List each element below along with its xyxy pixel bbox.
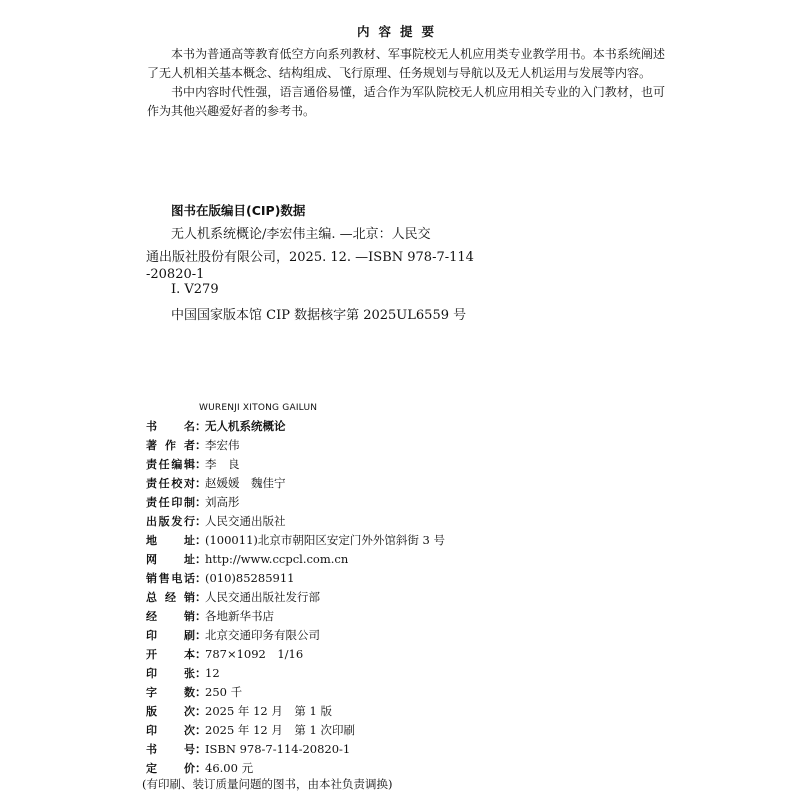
info-colon: ： bbox=[195, 570, 207, 585]
info-row-sheets bbox=[146, 663, 220, 682]
info-colon: ： bbox=[195, 532, 207, 547]
info-colon: ： bbox=[195, 475, 207, 490]
info-value: 人民交通出版社 bbox=[205, 513, 286, 528]
info-label: 责任编辑 bbox=[146, 457, 195, 471]
info-label: 网址 bbox=[146, 552, 195, 566]
info-row-general-distributor bbox=[146, 587, 320, 606]
info-colon: ： bbox=[195, 646, 207, 661]
info-label: 总经销 bbox=[146, 590, 195, 604]
info-label: 书名 bbox=[146, 419, 195, 433]
info-row-format bbox=[146, 644, 303, 663]
info-value: 人民交通出版社发行部 bbox=[205, 589, 320, 604]
info-row-price bbox=[146, 758, 253, 777]
info-row-website bbox=[146, 549, 348, 568]
info-label: 著作者 bbox=[146, 438, 195, 452]
info-colon: ： bbox=[195, 760, 207, 775]
info-row-proofreader bbox=[146, 473, 286, 492]
info-label: 印刷 bbox=[146, 628, 195, 642]
info-row-edition bbox=[146, 701, 332, 720]
info-value: 250 千 bbox=[205, 684, 243, 699]
info-value: 北京交通印务有限公司 bbox=[205, 627, 320, 642]
info-colon: ： bbox=[195, 665, 207, 680]
info-value: 2025 年 12 月 第 1 版 bbox=[205, 703, 332, 718]
info-label: 责任校对 bbox=[146, 476, 195, 490]
info-value: 赵媛媛 魏佳宁 bbox=[205, 475, 286, 490]
info-row-title bbox=[146, 416, 286, 435]
info-row-author bbox=[146, 435, 240, 454]
info-colon: ： bbox=[195, 456, 207, 471]
info-value: ISBN 978-7-114-20820-1 bbox=[205, 741, 351, 756]
info-label: 出版发行 bbox=[146, 514, 195, 528]
info-label: 版次 bbox=[146, 704, 195, 718]
info-label: 责任印制 bbox=[146, 495, 195, 509]
info-label: 经销 bbox=[146, 609, 195, 623]
info-value: 无人机系统概论 bbox=[205, 418, 286, 433]
cip-line-4: Ⅰ. V279 bbox=[171, 282, 219, 297]
info-colon: ： bbox=[195, 494, 207, 509]
info-label: 印张 bbox=[146, 666, 195, 680]
info-colon: ： bbox=[195, 684, 207, 699]
info-colon: ： bbox=[195, 418, 207, 433]
info-row-sales-phone bbox=[146, 568, 294, 587]
info-colon: ： bbox=[195, 722, 207, 737]
info-label: 书号 bbox=[146, 742, 195, 756]
info-colon: ： bbox=[195, 741, 207, 756]
info-colon: ： bbox=[195, 608, 207, 623]
info-row-isbn bbox=[146, 739, 350, 758]
info-value: 46.00 元 bbox=[205, 760, 254, 775]
info-value: 李 良 bbox=[205, 456, 240, 471]
info-value: 787×1092 1/16 bbox=[205, 646, 304, 661]
info-colon: ： bbox=[195, 513, 207, 528]
cip-line-3: -20820-1 bbox=[146, 267, 205, 282]
info-label: 印次 bbox=[146, 723, 195, 737]
info-value: (010)85285911 bbox=[205, 570, 295, 585]
info-colon: ： bbox=[195, 703, 207, 718]
info-value: 2025 年 12 月 第 1 次印刷 bbox=[205, 722, 355, 737]
info-label: 开本 bbox=[146, 647, 195, 661]
info-colon: ： bbox=[195, 437, 207, 452]
info-value: 刘高彤 bbox=[205, 494, 240, 509]
info-label: 销售电话 bbox=[146, 571, 195, 585]
info-row-distributor bbox=[146, 606, 274, 625]
info-row-publisher bbox=[146, 511, 286, 530]
website-link[interactable]: http://www.ccpcl.com.cn bbox=[205, 551, 349, 566]
cip-line-5: 中国国家版本馆 CIP 数据核字第 2025UL6559 号 bbox=[171, 308, 467, 323]
info-row-printer bbox=[146, 625, 320, 644]
footer-note: (有印刷、装订质量问题的图书，由本社负责调换) bbox=[142, 777, 393, 791]
summary-title: 内容提要 bbox=[356, 24, 443, 39]
cip-line-2: 通出版社股份有限公司，2025. 12. —ISBN 978-7-114 bbox=[146, 250, 474, 265]
pinyin-title: WURENJI XITONG GAILUN bbox=[199, 403, 318, 413]
info-value: 各地新华书店 bbox=[205, 608, 274, 623]
summary-paragraph-1: 本书为普通高等教育低空方向系列教材、军事院校无人机应用类专业教学用书。本书系统阐述了无人机相关基本概念、结构组成、飞行原理、任务规划与导航以及无人机运用与发展等内容。 bbox=[147, 47, 665, 80]
info-row-address bbox=[146, 530, 445, 549]
info-row-editor bbox=[146, 454, 240, 473]
info-row-print-manager bbox=[146, 492, 240, 511]
info-label: 定价 bbox=[146, 761, 195, 775]
info-value: 李宏伟 bbox=[205, 437, 240, 452]
info-colon: ： bbox=[195, 589, 207, 604]
info-colon: ： bbox=[195, 551, 207, 566]
summary-paragraph-2: 书中内容时代性强，语言通俗易懂，适合作为军队院校无人机应用相关专业的入门教材，也可作为其他兴趣爱好者的参考书。 bbox=[147, 85, 665, 118]
cip-line-1: 无人机系统概论/李宏伟主编. —北京：人民交 bbox=[171, 227, 431, 242]
info-label: 字数 bbox=[146, 685, 195, 699]
cip-heading: 图书在版编目(CIP)数据 bbox=[171, 203, 306, 218]
info-row-word-count bbox=[146, 682, 242, 701]
info-colon: ： bbox=[195, 627, 207, 642]
info-label: 地址 bbox=[146, 533, 195, 547]
info-row-printing bbox=[146, 720, 355, 739]
info-value: (100011)北京市朝阳区安定门外外馆斜街 3 号 bbox=[205, 532, 445, 547]
info-value: 12 bbox=[205, 665, 220, 680]
